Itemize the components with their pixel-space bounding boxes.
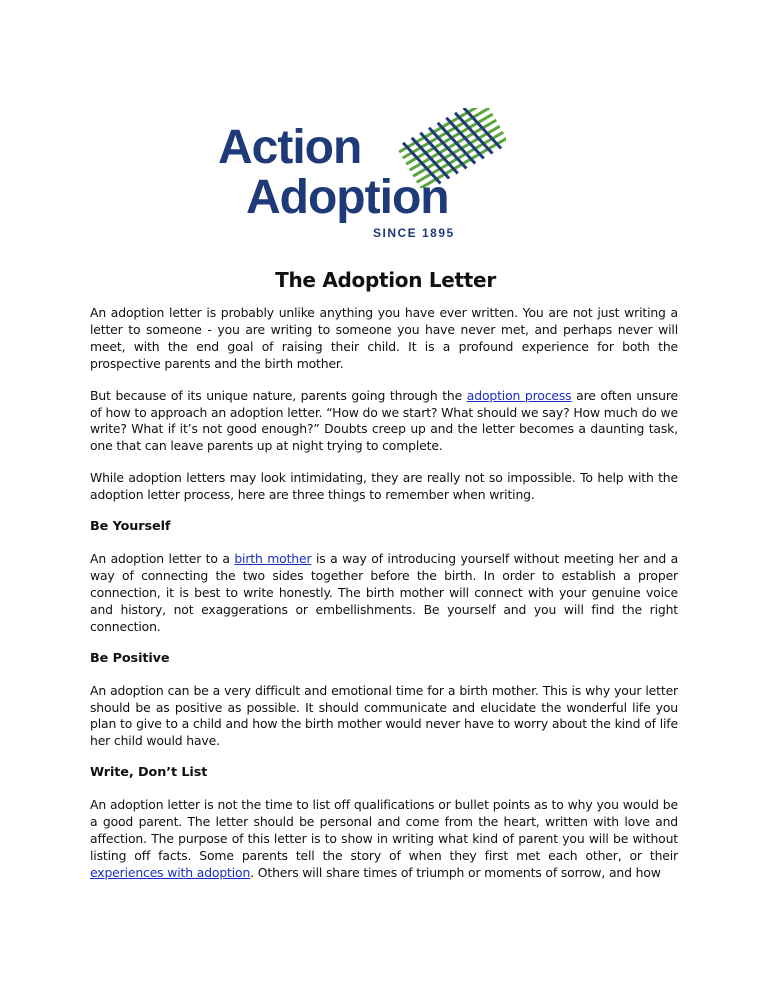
intro-paragraph-1: An adoption letter is probably unlike anything you have ever written. You are not just writing a letter to someone - you are writing to someone you have never met, and perhaps never will meet, with the end goal of raising their child. It is a profound experience for both the prospective parents and the birth mother.	[90, 305, 678, 371]
paragraph-text: An adoption letter is not the time to list off qualifications or bullet points as to why you would be a good parent. The letter should be personal and come from the heart, written with love and affection. The purpose of this letter is to show in writing what kind of parent you will be without listing off facts. Some parents tell the story of when they first met each other, or their	[90, 797, 678, 863]
be-positive-paragraph: An adoption can be a very difficult and emotional time for a birth mother. This is why your letter should be as positive as possible. It should communicate and elucidate the wonderful life you plan to give to a child and how the birth mother would never have to worry about the kind of life her child would have.	[90, 682, 678, 749]
action-adoption-logo	[216, 108, 506, 238]
experiences-with-adoption-link[interactable]: experiences with adoption	[90, 864, 251, 880]
paragraph-text: are often unsure of how to approach an adoption letter. “How do we start? What should we say? How much do we write? What if it’s not good enough?” Doubts creep up and the letter becomes a daunting task, one that can leave parents up at night trying to complete.	[90, 387, 678, 454]
write-dont-list-paragraph	[90, 797, 678, 882]
birth-mother-link[interactable]: birth mother	[234, 551, 312, 567]
intro-paragraph-2	[90, 388, 678, 456]
logo-word-action: Action	[218, 121, 362, 174]
paragraph-text: But because of its unique nature, parents going through the	[90, 387, 467, 403]
logo-since-year: SINCE 1895	[373, 226, 455, 240]
heading-be-positive: Be Positive	[90, 650, 170, 666]
intro-paragraph-3: While adoption letters may look intimidating, they are really not so impossible. To help with the adoption letter process, here are three things to remember when writing.	[90, 470, 678, 503]
paragraph-text: An adoption letter to a	[90, 551, 235, 567]
adoption-process-link[interactable]: adoption process	[466, 387, 572, 403]
be-yourself-paragraph	[90, 551, 678, 636]
document-body	[90, 268, 678, 897]
paragraph-text: . Others will share times of triumph or moments of sorrow, and how	[250, 864, 661, 880]
heading-write-dont-list: Write, Don’t List	[90, 765, 208, 781]
paragraph-text: is a way of introducing yourself without meeting her and a way of connecting the two sides together before the birth. In order to establish a proper connection, it is best to write honestly. The birth mother will connect with your genuine voice and history, not exaggerations or embellishments. Be yourself and you will find the right connection.	[90, 551, 679, 634]
page-title: The Adoption Letter	[275, 268, 496, 292]
logo-word-adoption: Adoption	[246, 171, 449, 224]
heading-be-yourself: Be Yourself	[90, 519, 171, 535]
